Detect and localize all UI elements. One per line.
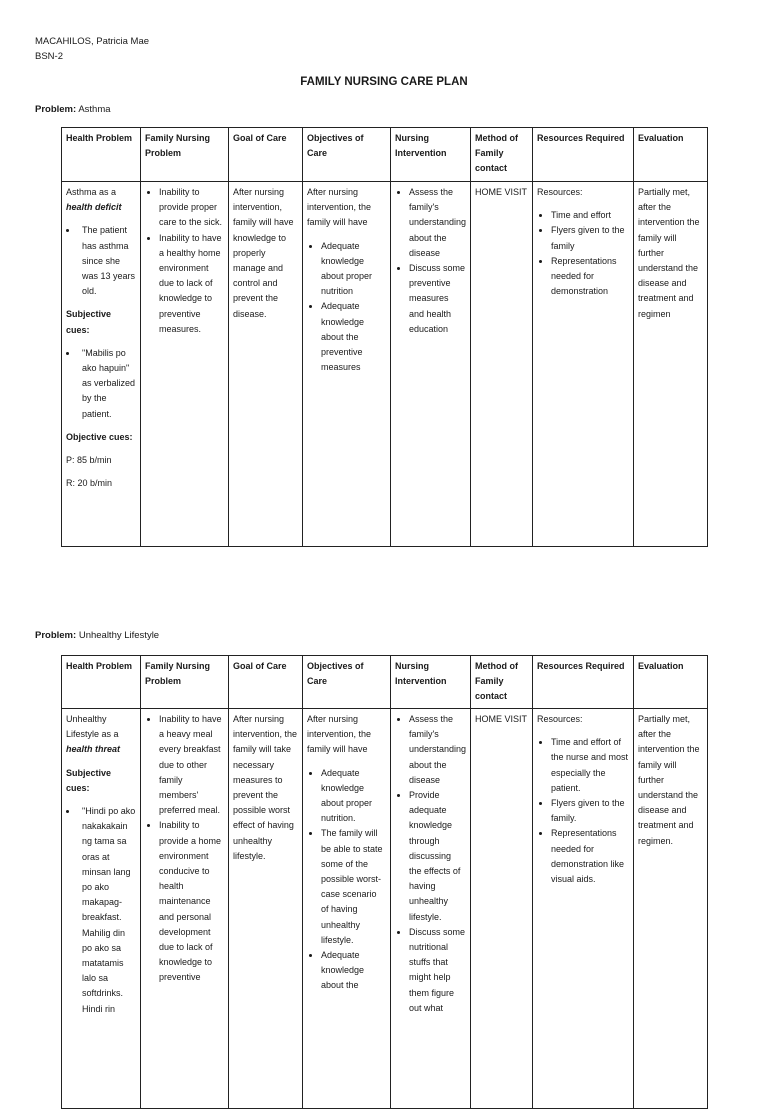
cell-objectives-of-care [303, 709, 391, 1109]
cell-goal-of-care: After nursing intervention, family will have knowledge to properly manage and control and prevent the disease. [229, 182, 303, 547]
cell-resources-required [533, 182, 634, 547]
cell-family-nursing-problem [141, 709, 229, 1109]
problem-name-1: Asthma [78, 104, 111, 115]
col-goal-of-care: Goal of Care [229, 656, 303, 709]
respiratory-rate: R: 20 b/min [66, 478, 113, 489]
list-item: • Discuss some preventive measures and health education [409, 261, 466, 337]
cell-health-problem [62, 182, 141, 547]
col-resources-required: Resources Required [533, 128, 634, 182]
care-plan-table-2 [61, 655, 708, 1109]
list-item: • Flyers given to the family. [551, 796, 629, 826]
student-section: BSN-2 [35, 51, 63, 62]
list-item: • Inability to provide a home environment conducive to health maintenance and personal development due to lack of knowledge to preventive [159, 818, 224, 985]
document-title: FAMILY NURSING CARE PLAN [300, 76, 468, 88]
col-health-problem: Health Problem [62, 656, 141, 709]
cell-evaluation: Partially met, after the intervention the family will further understand the disease and treatment and regimen [634, 182, 708, 547]
objectives-lead: After nursing intervention, the family will have [307, 187, 372, 228]
list-item: • Inability to have a heavy meal every breakfast due to other family members' preferred meal. [159, 712, 224, 818]
cell-resources-required [533, 709, 634, 1109]
pulse-rate: P: 85 b/min [66, 455, 112, 466]
list-item: • Discuss some nutritional stuffs that might help them figure out what [409, 925, 466, 1016]
problem-label-2 [35, 630, 159, 641]
cell-method-of-contact: HOME VISIT [471, 709, 533, 1109]
problem-name-2: Unhealthy Lifestyle [78, 630, 160, 641]
problem-label-1 [35, 104, 111, 115]
col-health-problem: Health Problem [62, 128, 141, 182]
table-header-row [62, 128, 708, 182]
objective-cues-label: Objective cues: [66, 431, 133, 442]
resources-lead: Resources: [537, 714, 583, 724]
cell-nursing-intervention [391, 182, 471, 547]
list-item: • Adequate knowledge about proper nutrition [321, 239, 386, 300]
cell-health-problem [62, 709, 141, 1109]
col-method-of-contact: Method of Family contact [471, 128, 533, 182]
col-objectives-of-care: Objectives of Care [303, 656, 391, 709]
list-item: • The family will be able to state some of the possible worst-case scenario of having unhealthy lifestyle. [321, 826, 386, 948]
col-method-of-contact: Method of Family contact [471, 656, 533, 709]
cell-goal-of-care: After nursing intervention, the family will take necessary measures to prevent the possible worst effect of having unhealthy lifestyle. [229, 709, 303, 1109]
table-header-row [62, 656, 708, 709]
cell-nursing-intervention [391, 709, 471, 1109]
list-item: • Provide adequate knowledge through discussing the effects of having unhealthy lifestyle. [409, 788, 466, 925]
list-item: • "Hindi po ako nakakakain ng tama sa oras at minsan lang po ako makapag-breakfast. Mahilig din po ako sa matatamis lalo sa softdrinks. Hindi rin [78, 804, 136, 1017]
col-family-nursing-problem: Family Nursing Problem [141, 656, 229, 709]
list-item: • Assess the family's understanding about the disease [409, 712, 466, 788]
health-problem-type: health deficit [66, 202, 122, 213]
col-nursing-intervention: Nursing Intervention [391, 656, 471, 709]
list-item: • Inability to provide proper care to the sick. [159, 185, 224, 231]
col-nursing-intervention: Nursing Intervention [391, 128, 471, 182]
col-goal-of-care: Goal of Care [229, 128, 303, 182]
table-row [62, 709, 708, 1109]
problem-label-prefix: Problem: [35, 630, 77, 641]
subjective-cues-label: Subjective cues: [66, 767, 112, 793]
objectives-lead: After nursing intervention, the family will have [307, 714, 372, 755]
cell-evaluation: Partially met, after the intervention the family will further understand the disease and treatment and regimen. [634, 709, 708, 1109]
list-item: • Adequate knowledge about proper nutrition. [321, 766, 386, 827]
health-problem-lead: Asthma as a [66, 187, 117, 197]
cell-objectives-of-care [303, 182, 391, 547]
problem-label-prefix: Problem: [35, 104, 77, 115]
list-item: • Adequate knowledge about the [321, 948, 386, 994]
student-name: MACAHILOS, Patricia Mae [35, 36, 150, 47]
subjective-cues-label: Subjective cues: [66, 309, 112, 335]
col-evaluation: Evaluation [634, 656, 708, 709]
list-item: • Representations needed for demonstration [551, 254, 629, 300]
col-evaluation: Evaluation [634, 128, 708, 182]
list-item: • The patient has asthma since she was 13 years old. [78, 223, 136, 299]
cell-method-of-contact: HOME VISIT [471, 182, 533, 547]
cell-family-nursing-problem [141, 182, 229, 547]
care-plan-table-1 [61, 127, 708, 547]
col-resources-required: Resources Required [533, 656, 634, 709]
table-row [62, 182, 708, 547]
list-item: • "Mabilis po ako hapuin" as verbalized by the patient. [78, 346, 136, 422]
health-problem-type: health threat [66, 744, 121, 755]
list-item: • Assess the family's understanding about the disease [409, 185, 466, 261]
list-item: • Time and effort of the nurse and most especially the patient. [551, 735, 629, 796]
list-item: • Inability to have a healthy home environment due to lack of knowledge to preventive measures. [159, 231, 224, 337]
col-objectives-of-care: Objectives of Care [303, 128, 391, 182]
resources-lead: Resources: [537, 187, 583, 197]
list-item: • Representations needed for demonstration like visual aids. [551, 826, 629, 887]
list-item: • Time and effort [551, 208, 629, 223]
health-problem-lead: Unhealthy Lifestyle as a [66, 714, 119, 740]
list-item: • Adequate knowledge about the preventive measures [321, 299, 386, 375]
col-family-nursing-problem: Family Nursing Problem [141, 128, 229, 182]
list-item: • Flyers given to the family [551, 223, 629, 253]
